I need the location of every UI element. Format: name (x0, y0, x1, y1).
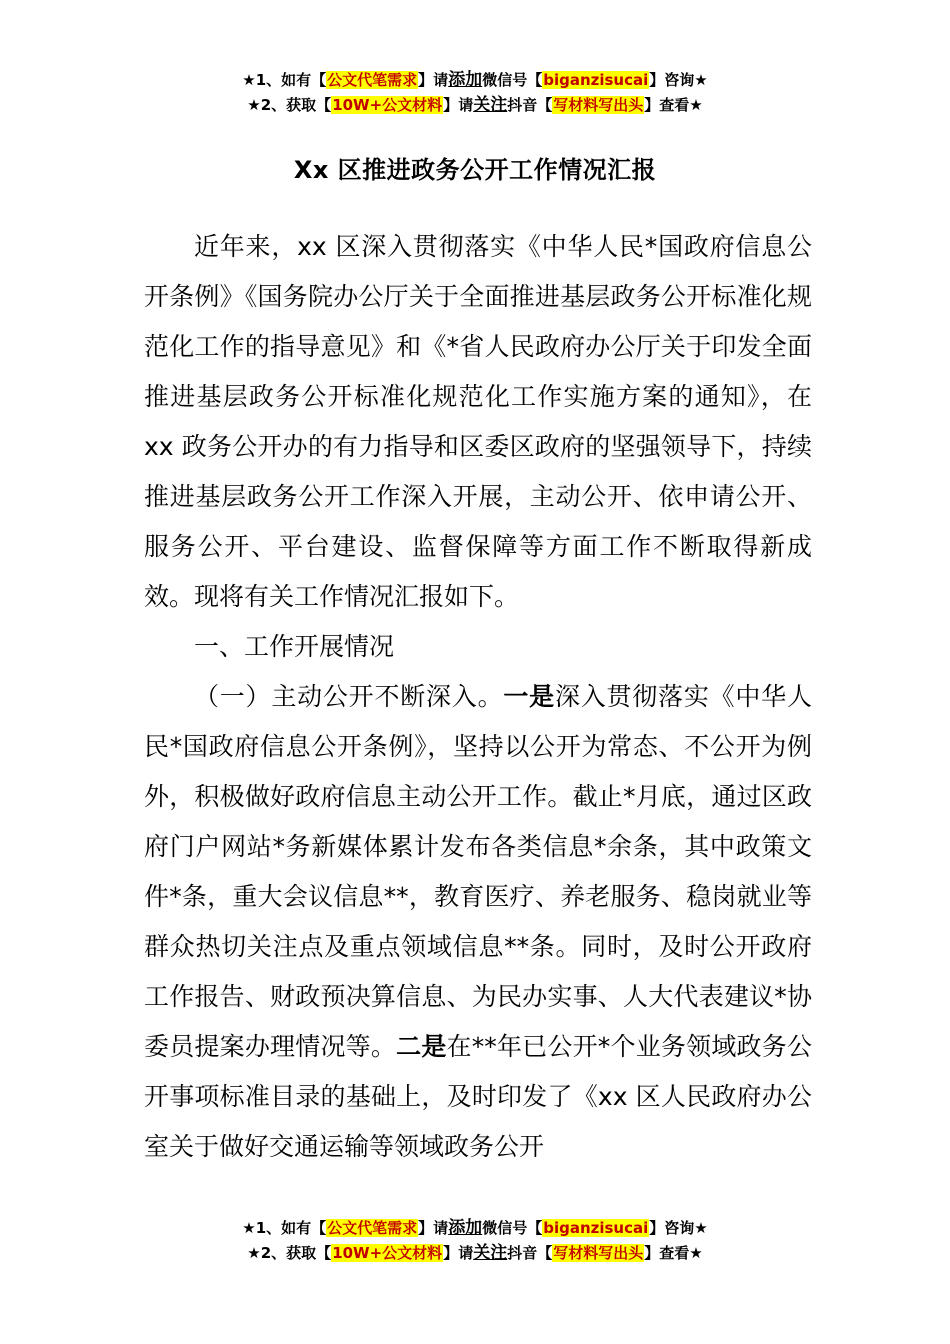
banner-text: 微信号【 (482, 71, 543, 89)
document-body (144, 222, 812, 1172)
banner-emphasis: 关注 (473, 1243, 508, 1263)
banner-text: 】查看★ (644, 96, 703, 114)
banner-text: 微信号【 (482, 1219, 543, 1237)
banner-highlight: 10W+公文材料 (332, 1244, 443, 1262)
banner-line-2 (0, 1241, 950, 1266)
footer-banner (0, 1216, 950, 1266)
bold-marker: 一是 (503, 682, 555, 711)
banner-text: 抖音【 (507, 96, 553, 114)
paragraph-intro: 近年来，xx 区深入贯彻落实《中华人民*国政府信息公开条例》《国务院办公厅关于全面推进基层政务公开标准化规范化工作的指导意见》和《*省人民政府办公厅关于印发全面推进基层政务公开标准化规范化工作实施方案的通知》，在 xx 政务公开办的有力指导和区委区政府的坚强领导下，持续推进基层政务公开工作深入开展，主动公开、依申请公开、服务公开、平台建设、监督保障等方面工作不断取得新成效。现将有关工作情况汇报如下。 (144, 232, 812, 611)
banner-emphasis: 添加 (448, 1218, 483, 1238)
banner-highlight: 10W+公文材料 (332, 96, 443, 114)
banner-line-1 (0, 1216, 950, 1241)
banner-emphasis: 关注 (473, 95, 508, 115)
document-title: Xx 区推进政务公开工作情况汇报 (293, 156, 657, 184)
banner-text: 】请 (418, 1219, 449, 1237)
banner-text: 】请 (443, 96, 474, 114)
banner-text: ★1、如有【 (242, 71, 327, 89)
banner-highlight: 公文代笔需求 (327, 71, 418, 89)
banner-emphasis: 添加 (448, 70, 483, 90)
section-heading: 一、工作开展情况 (194, 632, 395, 661)
paragraph-text: 深入贯彻落实《中华人民*国政府信息公开条例》，坚持以公开为常态、不公开为例外，积极做好政府信息主动公开工作。截止*月底，通过区政府门户网站*务新媒体累计发布各类信息*余条，其中政策文件*条，重大会议信息**，教育医疗、养老服务、稳岗就业等群众热切关注点及重点领域信息**条。同时，及时公开政府工作报告、财政预决算信息、为民办实事、人大代表建议*协委员提案办理情况等。 (144, 682, 812, 1061)
banner-text: ★2、获取【 (247, 96, 332, 114)
paragraph-section-1 (144, 672, 812, 1172)
bold-marker: 二是 (396, 1032, 447, 1061)
banner-highlight: 公文代笔需求 (327, 1219, 418, 1237)
banner-text: 】咨询★ (649, 71, 708, 89)
banner-highlight: 写材料写出头 (553, 1244, 644, 1262)
subsection-heading: （一）主动公开不断深入。 (194, 682, 504, 711)
banner-line-2 (0, 93, 950, 118)
banner-text: 】查看★ (644, 1244, 703, 1262)
banner-highlight: biganzisucai (543, 71, 649, 89)
banner-text: 】咨询★ (649, 1219, 708, 1237)
banner-text: ★1、如有【 (242, 1219, 327, 1237)
banner-highlight: biganzisucai (543, 1219, 649, 1237)
banner-line-1 (0, 68, 950, 93)
banner-text: 】请 (418, 71, 449, 89)
banner-highlight: 写材料写出头 (553, 96, 644, 114)
banner-text: 抖音【 (507, 1244, 553, 1262)
banner-text: ★2、获取【 (247, 1244, 332, 1262)
paragraph-text: 在**年已公开*个业务领域政务公开事项标准目录的基础上，及时印发了《xx 区人民政府办公室关于做好交通运输等领域政务公开 (144, 1032, 812, 1161)
banner-text: 】请 (443, 1244, 474, 1262)
header-banner (0, 68, 950, 118)
